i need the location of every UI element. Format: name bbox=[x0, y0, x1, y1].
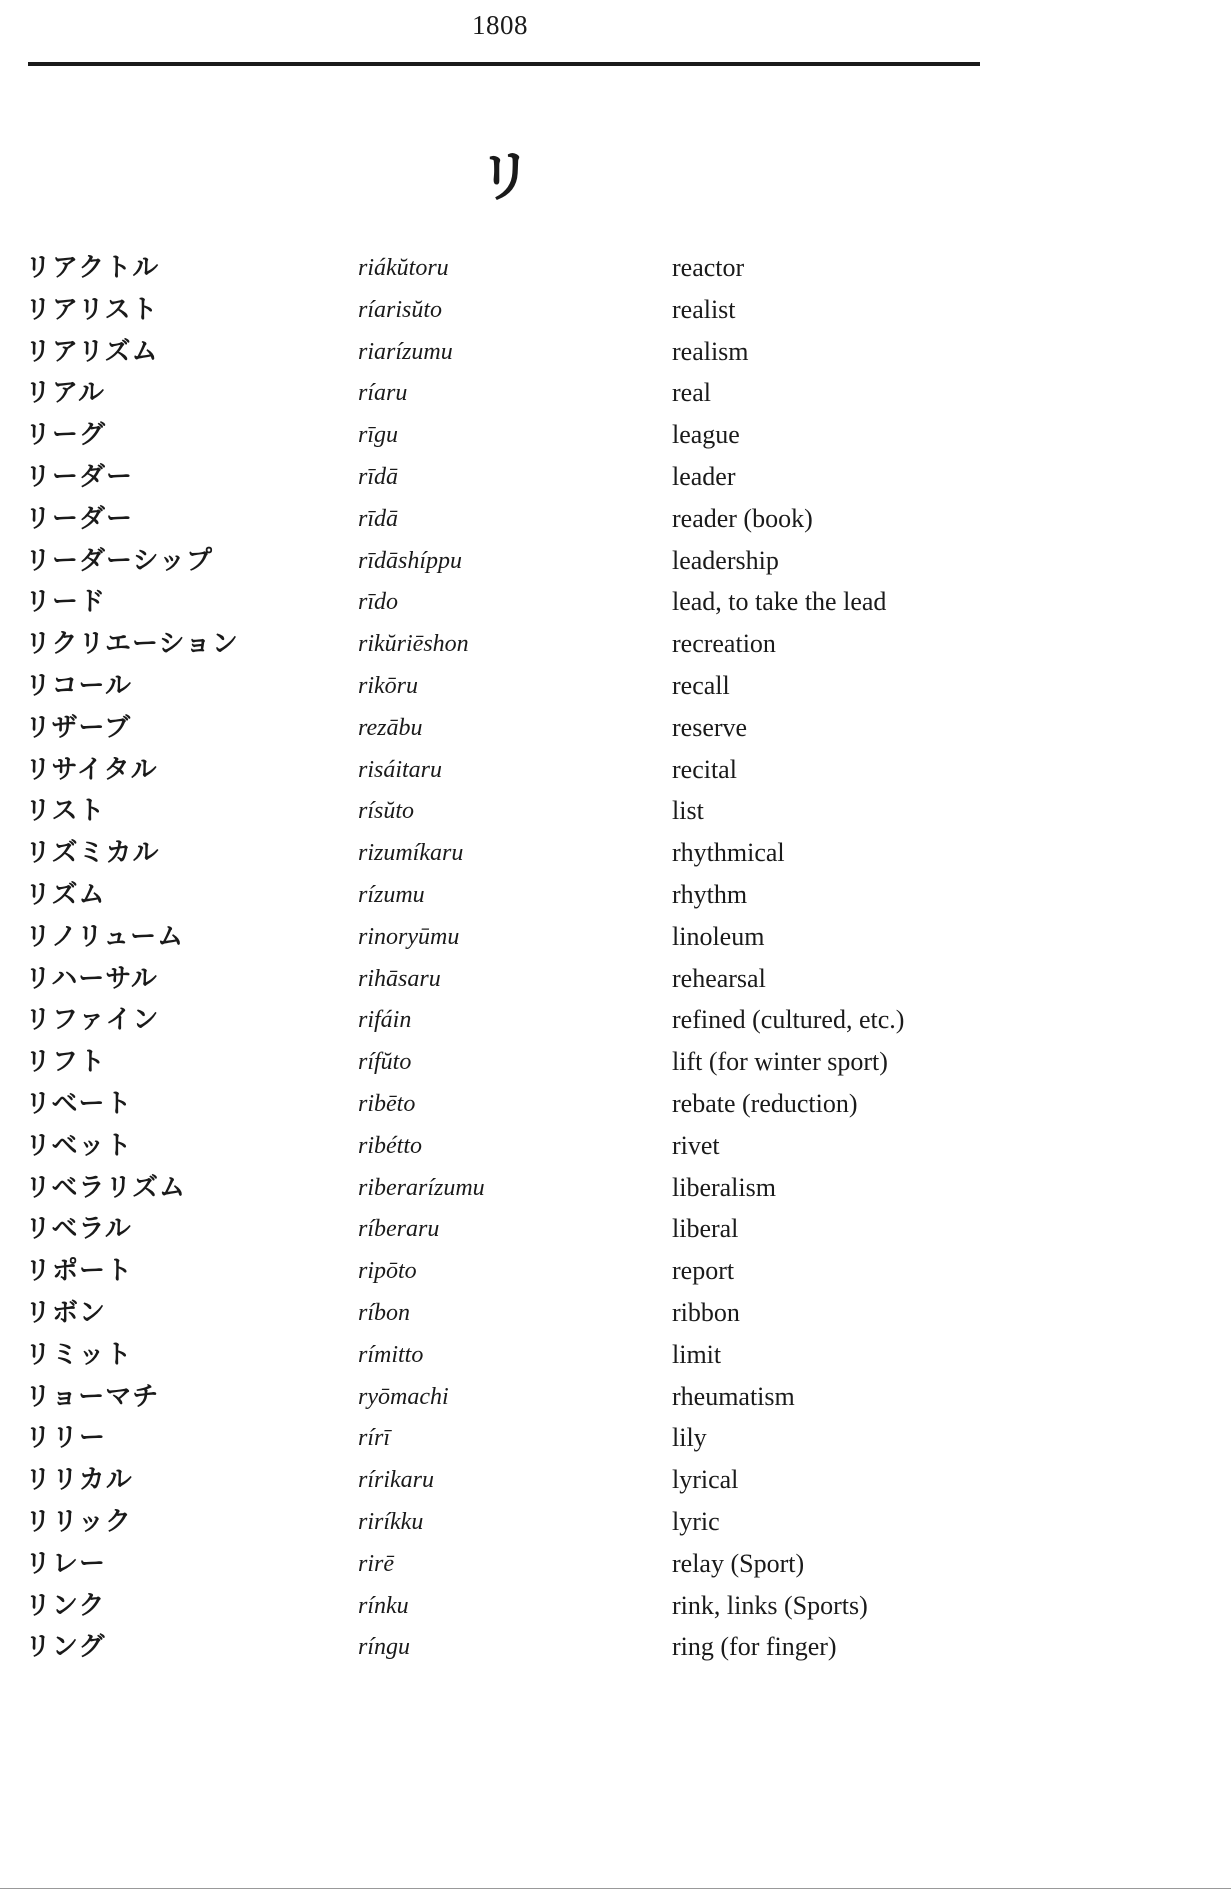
entry-english: reader (book) bbox=[672, 503, 813, 533]
entry-katakana: リフト bbox=[25, 1047, 107, 1078]
entry-katakana: リーダー bbox=[25, 503, 134, 534]
entry-romanization: ribétto bbox=[358, 1132, 422, 1159]
entry-romanization: rímitto bbox=[358, 1341, 424, 1368]
entry-english: rehearsal bbox=[672, 963, 766, 993]
entry-katakana: リボン bbox=[25, 1297, 107, 1328]
dictionary-entry bbox=[0, 375, 1000, 417]
entry-katakana: リリック bbox=[25, 1506, 132, 1537]
entry-english: rhythm bbox=[672, 879, 748, 909]
entry-romanization: ríberaru bbox=[358, 1216, 440, 1243]
entry-english: lead, to take the lead bbox=[672, 587, 887, 617]
entry-romanization: risáitaru bbox=[358, 756, 443, 783]
entry-romanization: rikŭriēshon bbox=[358, 631, 469, 658]
dictionary-entry bbox=[0, 1170, 1000, 1212]
entry-romanization: ríngu bbox=[358, 1634, 411, 1661]
entry-romanization: rihāsaru bbox=[358, 965, 441, 992]
entry-english: real bbox=[672, 378, 711, 408]
entry-romanization: riákŭtoru bbox=[358, 255, 449, 281]
dictionary-entry bbox=[0, 835, 1000, 877]
entry-romanization: rifáin bbox=[358, 1007, 412, 1034]
entry-katakana: リード bbox=[25, 587, 107, 618]
entry-english: linoleum bbox=[672, 921, 765, 951]
entry-romanization: rizumíkaru bbox=[358, 840, 464, 867]
entry-english: ribbon bbox=[672, 1297, 740, 1327]
entry-katakana: リクリエーション bbox=[25, 629, 239, 660]
dictionary-entry bbox=[0, 1337, 1000, 1379]
entry-katakana: リサイタル bbox=[25, 754, 158, 785]
dictionary-entry bbox=[0, 334, 1000, 376]
entry-romanization: riarízumu bbox=[358, 338, 453, 365]
dictionary-entry bbox=[0, 417, 1000, 459]
entry-english: lyrical bbox=[672, 1465, 739, 1495]
entry-katakana: リング bbox=[25, 1632, 106, 1663]
section-heading: リ bbox=[477, 145, 533, 210]
entry-romanization: riberarízumu bbox=[358, 1174, 485, 1201]
dictionary-entry bbox=[0, 1588, 1000, 1630]
entry-romanization: ryōmachi bbox=[358, 1383, 449, 1410]
dictionary-entry bbox=[0, 501, 1000, 543]
dictionary-entry bbox=[0, 752, 1000, 794]
dictionary-entry bbox=[0, 1379, 1000, 1421]
entry-english: ring (for finger) bbox=[672, 1632, 837, 1662]
entry-english: rink, links (Sports) bbox=[672, 1590, 868, 1620]
entry-romanization: ripōto bbox=[358, 1258, 417, 1285]
entry-english: refined (cultured, etc.) bbox=[672, 1005, 905, 1035]
entry-romanization: ríaru bbox=[358, 380, 408, 407]
entry-romanization: rezābu bbox=[358, 714, 423, 741]
entry-katakana: リレー bbox=[25, 1548, 107, 1579]
dictionary-entries bbox=[0, 250, 1000, 1671]
entry-english: lift (for winter sport) bbox=[672, 1047, 888, 1077]
entry-katakana: リリー bbox=[25, 1423, 107, 1454]
entry-romanization: rírī bbox=[358, 1425, 391, 1452]
entry-katakana: リベラル bbox=[25, 1214, 132, 1245]
entry-romanization: rinoryūmu bbox=[358, 923, 460, 950]
entry-english: report bbox=[672, 1256, 735, 1286]
entry-romanization: rízumu bbox=[358, 881, 425, 908]
dictionary-entry bbox=[0, 710, 1000, 752]
entry-katakana: リミット bbox=[25, 1339, 133, 1370]
dictionary-entry bbox=[0, 961, 1000, 1003]
entry-katakana: リファイン bbox=[25, 1005, 160, 1036]
entry-katakana: リベラリズム bbox=[25, 1172, 186, 1203]
entry-katakana: リーグ bbox=[25, 420, 107, 451]
entry-english: liberalism bbox=[672, 1172, 776, 1202]
entry-english: rheumatism bbox=[672, 1381, 795, 1411]
dictionary-entry bbox=[0, 919, 1000, 961]
entry-katakana: リハーサル bbox=[25, 963, 158, 994]
entry-katakana: リスト bbox=[25, 796, 106, 827]
entry-romanization: ribēto bbox=[358, 1090, 416, 1117]
entry-english: rhythmical bbox=[672, 838, 785, 868]
entry-romanization: rīdā bbox=[358, 505, 399, 532]
entry-romanization: rírikaru bbox=[358, 1467, 435, 1494]
entry-romanization: rínku bbox=[358, 1592, 409, 1619]
entry-katakana: リーダーシップ bbox=[25, 545, 213, 576]
entry-katakana: リンク bbox=[25, 1590, 106, 1621]
entry-english: recall bbox=[672, 670, 730, 700]
dictionary-entry bbox=[0, 292, 1000, 334]
dictionary-entry bbox=[0, 626, 1000, 668]
entry-romanization: rīdā bbox=[358, 463, 399, 490]
entry-english: league bbox=[672, 420, 740, 450]
dictionary-entry bbox=[0, 877, 1000, 919]
entry-romanization: ríbon bbox=[358, 1299, 411, 1326]
entry-english: limit bbox=[672, 1339, 722, 1369]
dictionary-entry bbox=[0, 543, 1000, 585]
entry-english: list bbox=[672, 796, 704, 826]
dictionary-entry bbox=[0, 668, 1000, 710]
dictionary-entry bbox=[0, 1546, 1000, 1588]
page-number: 1808 bbox=[472, 10, 528, 40]
entry-romanization: rirē bbox=[358, 1550, 394, 1577]
dictionary-entry bbox=[0, 1086, 1000, 1128]
entry-english: recital bbox=[672, 754, 737, 784]
dictionary-entry bbox=[0, 1128, 1000, 1170]
entry-katakana: リベート bbox=[25, 1088, 133, 1119]
dictionary-entry bbox=[0, 1629, 1000, 1671]
entry-romanization: rísŭto bbox=[358, 798, 415, 825]
dictionary-entry bbox=[0, 793, 1000, 835]
entry-romanization: ríarisŭto bbox=[358, 296, 443, 323]
dictionary-entry bbox=[0, 1002, 1000, 1044]
entry-katakana: リョーマチ bbox=[25, 1381, 160, 1412]
entry-katakana: リーダー bbox=[25, 461, 134, 492]
entry-katakana: リズミカル bbox=[25, 838, 160, 869]
dictionary-entry bbox=[0, 1295, 1000, 1337]
dictionary-entry bbox=[0, 1420, 1000, 1462]
entry-romanization: rīdāshíppu bbox=[358, 547, 463, 574]
dictionary-entry bbox=[0, 1462, 1000, 1504]
dictionary-entry bbox=[0, 459, 1000, 501]
entry-romanization: rikōru bbox=[358, 672, 418, 699]
entry-katakana: リザーブ bbox=[25, 712, 132, 743]
entry-english: realism bbox=[672, 336, 749, 366]
entry-english: relay (Sport) bbox=[672, 1548, 805, 1578]
entry-katakana: リノリューム bbox=[25, 921, 185, 952]
entry-romanization: rīgu bbox=[358, 422, 399, 449]
entry-katakana: リアル bbox=[25, 378, 105, 409]
entry-katakana: リアリズム bbox=[25, 336, 159, 367]
entry-katakana: リベット bbox=[25, 1130, 133, 1161]
entry-english: liberal bbox=[672, 1214, 739, 1244]
header-rule bbox=[28, 62, 980, 66]
entry-english: lily bbox=[672, 1423, 707, 1453]
entry-english: leadership bbox=[672, 545, 779, 575]
entry-english: rebate (reduction) bbox=[672, 1088, 858, 1118]
entry-romanization: rífŭto bbox=[358, 1049, 412, 1076]
dictionary-entry bbox=[0, 1044, 1000, 1086]
entry-katakana: リコール bbox=[25, 670, 132, 701]
footer-rule bbox=[0, 1888, 1231, 1889]
dictionary-entry bbox=[0, 1211, 1000, 1253]
entry-katakana: リズム bbox=[25, 879, 106, 910]
entry-katakana: リポート bbox=[25, 1256, 134, 1287]
entry-romanization: rīdo bbox=[358, 589, 399, 616]
entry-english: rivet bbox=[672, 1130, 720, 1160]
dictionary-entry bbox=[0, 250, 1000, 292]
entry-english: reserve bbox=[672, 712, 748, 742]
dictionary-entry bbox=[0, 584, 1000, 626]
dictionary-entry bbox=[0, 1253, 1000, 1295]
entry-katakana: リリカル bbox=[25, 1465, 133, 1496]
entry-english: realist bbox=[672, 294, 736, 324]
entry-katakana: リアリスト bbox=[25, 294, 159, 325]
entry-english: reactor bbox=[672, 253, 745, 282]
dictionary-entry bbox=[0, 1504, 1000, 1546]
entry-english: lyric bbox=[672, 1506, 720, 1536]
entry-katakana: リアクトル bbox=[25, 253, 160, 283]
entry-romanization: riríkku bbox=[358, 1508, 424, 1535]
entry-english: leader bbox=[672, 461, 736, 491]
entry-english: recreation bbox=[672, 629, 776, 659]
